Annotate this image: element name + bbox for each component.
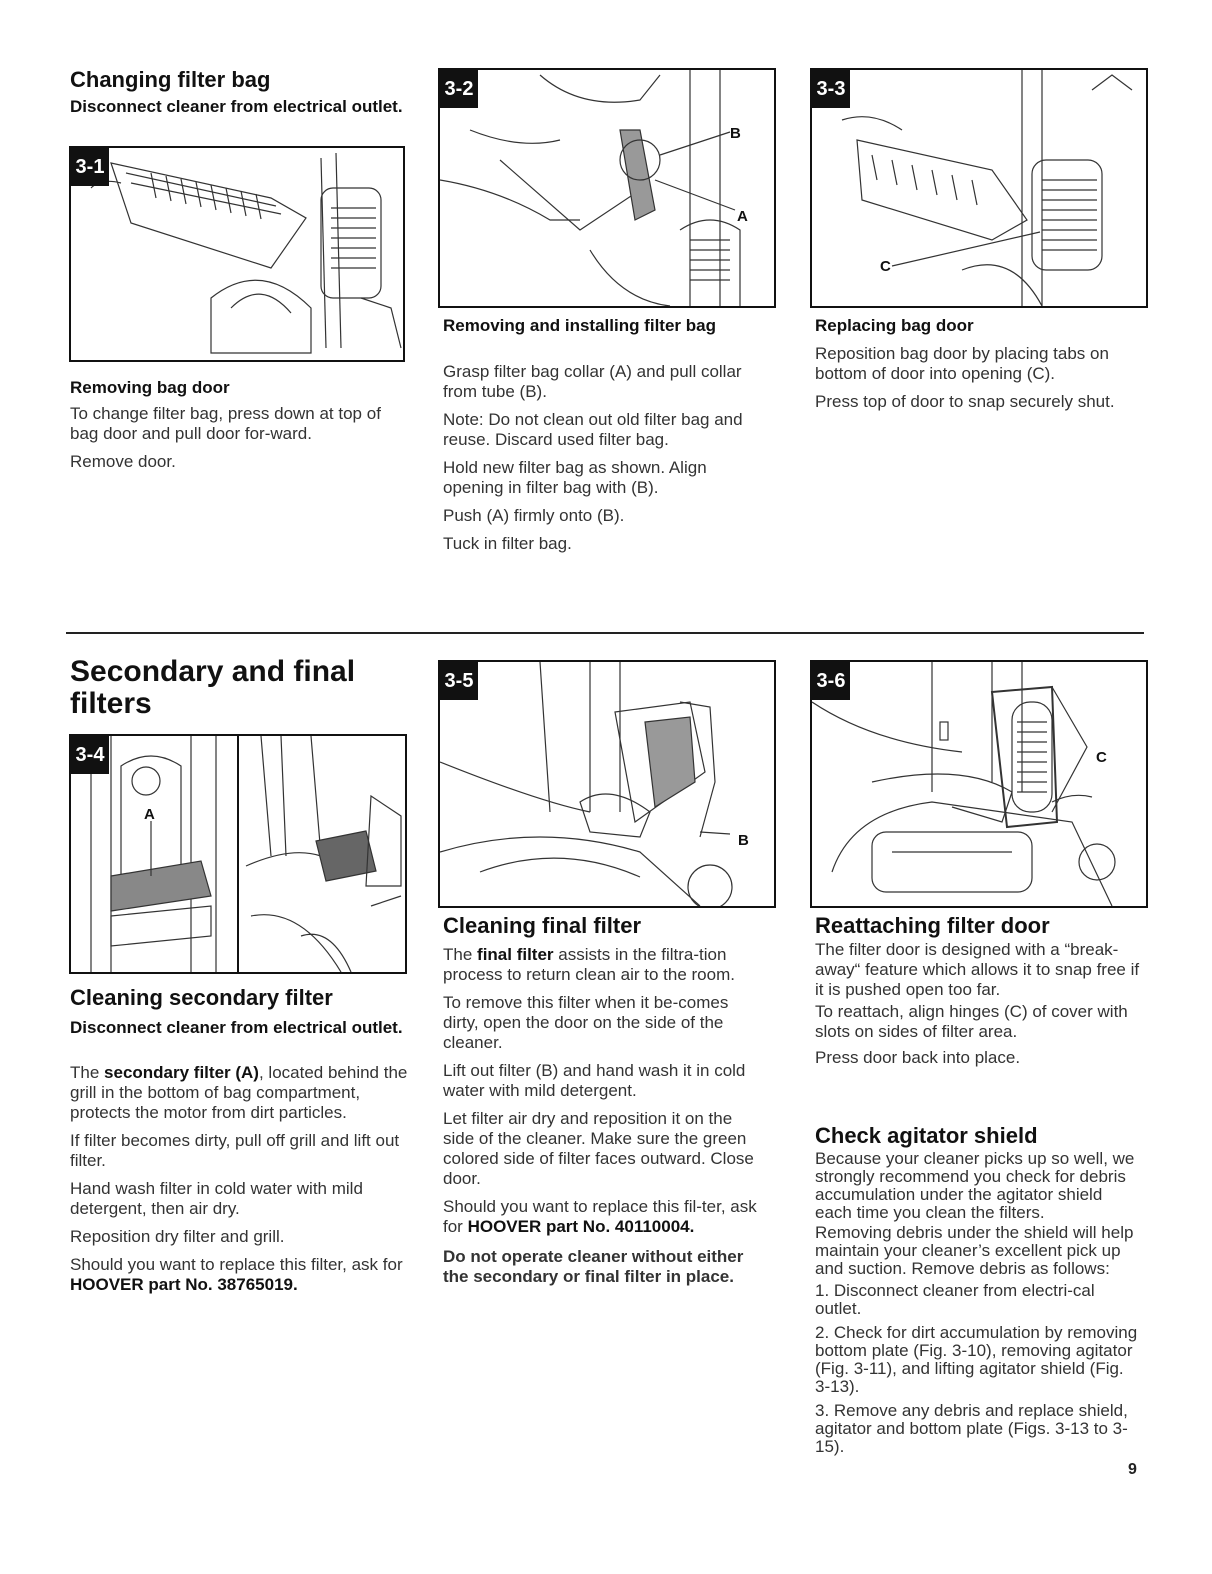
text-run: , located behind the grill in the bottom of bag compartment, protects the motor from dirt particles. <box>70 1063 408 1122</box>
paragraph: If filter becomes dirty, pull off grill and lift out filter. <box>70 1131 400 1170</box>
figure-3-1 <box>69 146 405 362</box>
heading-reattaching-filter-door: Reattaching filter door <box>815 913 1050 938</box>
paragraph <box>70 1063 415 1123</box>
callout-letter-a: A <box>737 208 748 225</box>
paragraph: Reposition bag door by placing tabs on bottom of door into opening (C). <box>815 344 1109 383</box>
callout-letter-a: A <box>144 806 155 823</box>
callout-letter-c: C <box>1096 749 1107 766</box>
paragraph: 1. Disconnect cleaner from electri-cal outlet. <box>815 1281 1095 1318</box>
warning-disconnect: Disconnect cleaner from electrical outlet. <box>70 1018 403 1037</box>
figure-label: 3-3 <box>812 70 850 108</box>
illustration-secondary-filter <box>71 736 405 972</box>
paragraph: Lift out filter (B) and hand wash it in cold water with mild detergent. <box>443 1061 746 1100</box>
text-replacing-bag-door <box>815 344 1137 420</box>
illustration-filter-bag-collar <box>440 70 774 306</box>
paragraph: To remove this filter when it be-comes dirty, open the door on the side of the cleaner. <box>443 993 729 1052</box>
paragraph: Press top of door to snap securely shut. <box>815 392 1115 411</box>
text-run: assists in the filtra-tion process to return clean air to the room. <box>443 945 735 984</box>
text-cleaning-final-filter <box>443 945 768 1295</box>
paragraph: Reposition dry filter and grill. <box>70 1227 285 1246</box>
text-run: The <box>443 945 478 964</box>
figure-label: 3-2 <box>440 70 478 108</box>
heading-cleaning-secondary-filter: Cleaning secondary filter <box>70 985 333 1010</box>
paragraph <box>70 1255 415 1295</box>
text-removing-installing-filter-bag <box>443 362 763 562</box>
paragraph: Hand wash filter in cold water with mild detergent, then air dry. <box>70 1179 363 1218</box>
illustration-final-filter <box>440 662 774 906</box>
text-run: Should you want to replace this filter, ask for <box>70 1255 403 1274</box>
heading-removing-bag-door: Removing bag door <box>70 378 230 397</box>
figure-label: 3-5 <box>440 662 478 700</box>
paragraph: Tuck in filter bag. <box>443 534 572 553</box>
paragraph: Hold new filter bag as shown. Align opening in filter bag with (B). <box>443 458 707 497</box>
paragraph: The filter door is designed with a “break-away“ feature which allows it to snap free if it is pushed open too far. <box>815 940 1140 999</box>
figure-3-5 <box>438 660 776 908</box>
paragraph: Because your cleaner picks up so well, we strongly recommend you check for debris accumulation under the agitator shield each time you clean the filters. <box>815 1149 1135 1222</box>
paragraph: Remove door. <box>70 452 176 471</box>
figure-label: 3-6 <box>812 662 850 700</box>
paragraph: Note: Do not clean out old filter bag and reuse. Discard used filter bag. <box>443 410 743 449</box>
section-title-secondary-final-filters: Secondary and final filters <box>70 655 356 720</box>
callout-letter-b: B <box>730 125 741 142</box>
text-removing-bag-door <box>70 404 400 480</box>
paragraph: To change filter bag, press down at top of bag door and pull door for-ward. <box>70 404 381 443</box>
illustration-filter-door <box>812 662 1146 906</box>
paragraph: 2. Check for dirt accumulation by removing bottom plate (Fig. 3-10), removing agitator (Fig. 3-11), and lifting agitator shield (Fig. 3-13). <box>815 1323 1138 1396</box>
text-run: The <box>70 1063 105 1082</box>
figure-label: 3-1 <box>71 148 109 186</box>
callout-letter-b: B <box>738 832 749 849</box>
paragraph <box>443 945 768 985</box>
warning-disconnect: Disconnect cleaner from electrical outlet. <box>70 97 403 116</box>
heading-removing-installing-filter-bag: Removing and installing filter bag <box>443 316 716 335</box>
text-reattaching-filter-door <box>815 940 1140 1076</box>
text-cleaning-secondary-filter <box>70 1063 415 1303</box>
warning-do-not-operate: Do not operate cleaner without either the secondary or final filter in place. <box>443 1247 744 1286</box>
paragraph: To reattach, align hinges (C) of cover with slots on sides of filter area. <box>815 1002 1128 1041</box>
figure-3-3 <box>810 68 1148 308</box>
illustration-remove-bag-door <box>71 148 403 360</box>
paragraph: Press door back into place. <box>815 1048 1021 1067</box>
part-number: HOOVER part No. 38765019. <box>70 1275 298 1294</box>
paragraph <box>443 1197 768 1237</box>
section-title-changing-filter-bag: Changing filter bag <box>70 67 271 92</box>
paragraph: Removing debris under the shield will help maintain your cleaner’s excellent pick up and suction. Remove debris as follows: <box>815 1223 1134 1278</box>
paragraph: Let filter air dry and reposition it on the side of the cleaner. Make sure the green colored side of filter faces outward. Close door. <box>443 1109 754 1188</box>
callout-letter-c: C <box>880 258 891 275</box>
paragraph: Push (A) firmly onto (B). <box>443 506 625 525</box>
heading-replacing-bag-door: Replacing bag door <box>815 316 974 335</box>
heading-check-agitator-shield: Check agitator shield <box>815 1123 1038 1148</box>
page-number: 9 <box>1128 1461 1137 1478</box>
term-final-filter: final filter <box>477 945 554 964</box>
part-number: HOOVER part No. 40110004. <box>467 1217 695 1236</box>
figure-3-2 <box>438 68 776 308</box>
text-check-agitator-shield <box>815 1150 1140 1456</box>
figure-3-4 <box>69 734 407 974</box>
heading-cleaning-final-filter: Cleaning final filter <box>443 913 642 938</box>
text-run: Should you want to replace this fil-ter, ask for <box>443 1197 757 1236</box>
figure-label: 3-4 <box>71 736 109 774</box>
paragraph: 3. Remove any debris and replace shield, agitator and bottom plate (Figs. 3-13 to 3-15). <box>815 1401 1128 1456</box>
term-secondary-filter: secondary filter (A) <box>104 1063 259 1082</box>
illustration-replace-bag-door <box>812 70 1146 306</box>
figure-3-6 <box>810 660 1148 908</box>
paragraph: Grasp filter bag collar (A) and pull collar from tube (B). <box>443 362 742 401</box>
section-divider <box>66 632 1144 634</box>
